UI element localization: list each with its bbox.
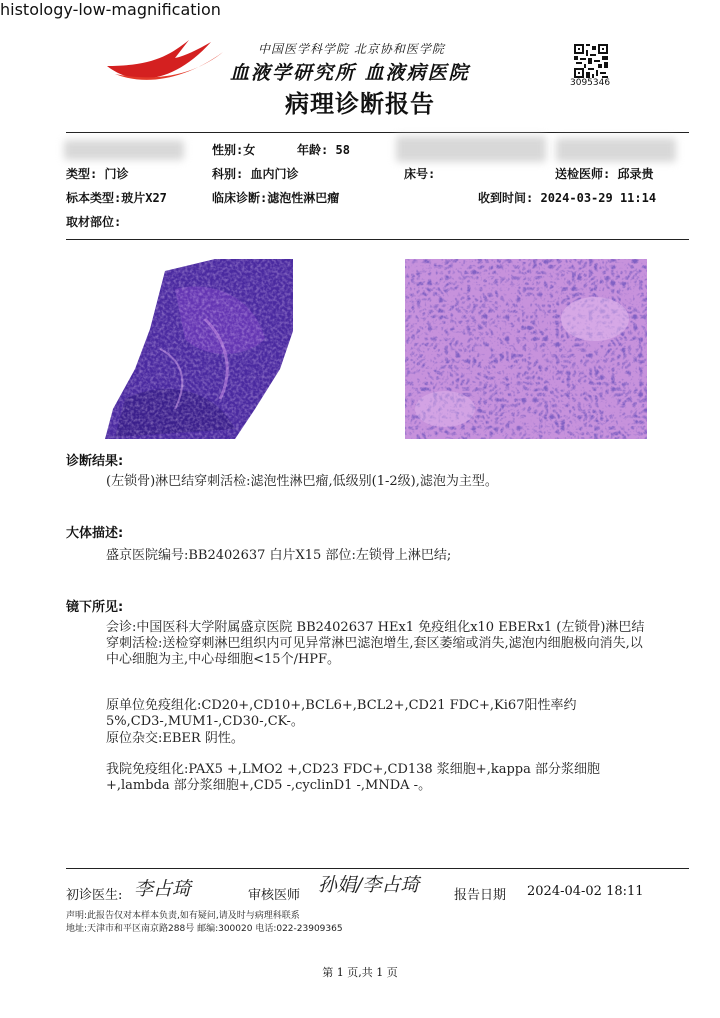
redacted-number	[556, 138, 676, 162]
divider-info	[66, 239, 689, 240]
divider-top	[66, 132, 689, 133]
micro-ish: 原位杂交:EBER 阴性。	[106, 731, 244, 746]
diagnosis-title: 诊断结果:	[66, 454, 124, 469]
diagnosis-text: (左锁骨)淋巴结穿刺活检:滤泡性淋巴瘤,低级别(1-2级),滤泡为主型。	[106, 474, 498, 489]
review-doctor-signature: 孙娟/李占琦	[318, 874, 420, 896]
gross-title: 大体描述:	[66, 526, 124, 541]
doctor-field: 送检医师: 邱录贵	[555, 167, 654, 181]
review-doctor-label: 审核医师	[248, 888, 301, 903]
bed-field: 床号:	[404, 167, 436, 181]
redacted-name	[64, 140, 184, 160]
institution-name-line1: 中国医学科学院 北京协和医学院	[258, 42, 445, 56]
clinical-field: 临床诊断:滤泡性淋巴瘤	[212, 191, 340, 205]
report-date-value: 2024-04-02 18:11	[527, 884, 644, 899]
report-title: 病理诊断报告	[285, 90, 435, 118]
sex-field: 性别:女	[212, 143, 256, 157]
report-date-label: 报告日期	[454, 888, 507, 903]
footer-address: 地址:天津市和平区南京路288号 邮编:300020 电话:022-23909365	[66, 924, 343, 934]
qr-code-number: 3095346	[570, 78, 611, 88]
institution-name-line2: 血液学研究所 血液病医院	[230, 62, 470, 84]
micro-ihc-ours: 我院免疫组化:PAX5 +,LMO2 +,CD23 FDC+,CD138 浆细胞+,kappa 部分浆细胞+,lambda 部分浆细胞+,CD5 -,cyclinD1 -,MNDA -。	[106, 762, 600, 793]
site-field: 取材部位:	[66, 215, 122, 229]
qr-code-icon	[574, 44, 608, 78]
histology-image-left	[105, 259, 293, 439]
received-field: 收到时间: 2024-03-29 11:14	[478, 191, 657, 205]
micro-consult-text: 会诊:中国医科大学附属盛京医院 BB2402637 HEx1 免疫组化x10 EBERx1 (左锁骨)淋巴结穿刺活检:送检穿刺淋巴组织内可见异常淋巴滤泡增生,套区萎缩或消失,滤泡内细胞极向消失,以中心细胞为主,中心母细胞<15个/HPF。	[106, 620, 645, 667]
footer-statement: 声明:此报告仅对本样本负责,如有疑问,请及时与病理科联系	[66, 911, 300, 921]
gross-text: 盛京医院编号:BB2402637 白片X15 部位:左锁骨上淋巴结;	[106, 548, 452, 563]
initial-doctor-label: 初诊医生:	[66, 888, 123, 903]
page-number: 第 1 页,共 1 页	[322, 966, 398, 979]
hospital-logo	[105, 36, 225, 86]
type-field: 类型: 门诊	[66, 167, 129, 181]
micro-title: 镜下所见:	[66, 600, 124, 615]
micro-ihc-original: 原单位免疫组化:CD20+,CD10+,BCL6+,BCL2+,CD21 FDC+,Ki67阳性率约5%,CD3-,MUM1-,CD30-,CK-。	[106, 698, 577, 729]
specimen-field: 标本类型:玻片X27	[66, 191, 167, 205]
histology-image-right	[405, 259, 647, 439]
histology-icon-left: histology-low-magnification	[0, 0, 221, 19]
divider-bottom	[66, 868, 689, 869]
age-field: 年龄: 58	[297, 143, 350, 157]
dept-field: 科别: 血内门诊	[212, 167, 299, 181]
redacted-id	[396, 136, 546, 162]
initial-doctor-signature: 李占琦	[134, 878, 192, 900]
